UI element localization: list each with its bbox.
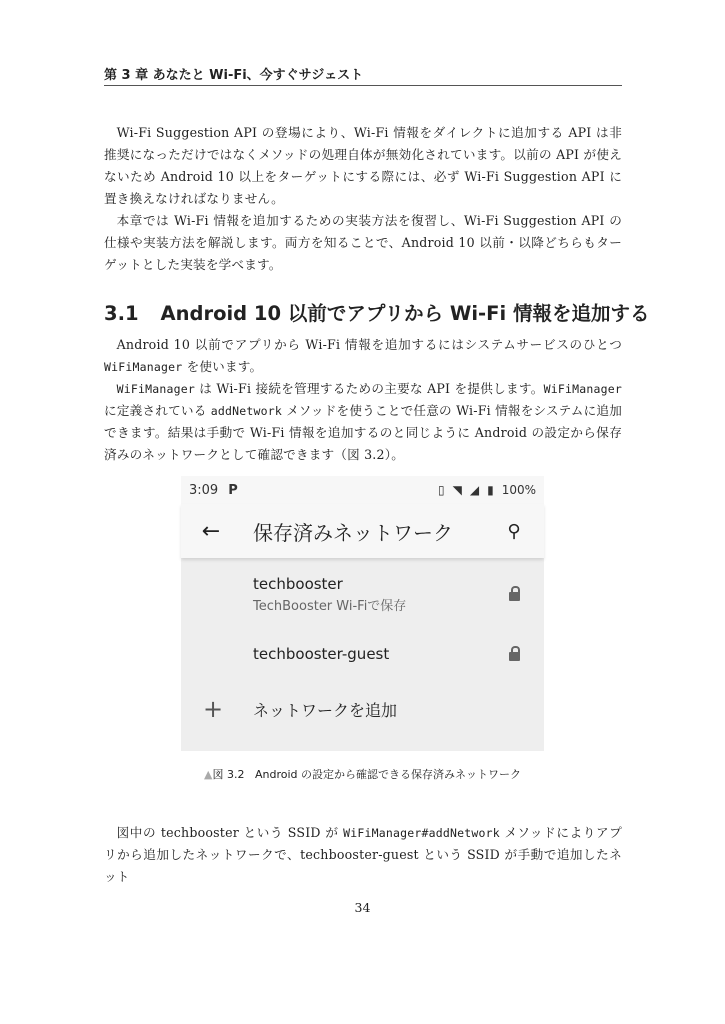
- add-network-button[interactable]: [181, 684, 544, 734]
- network-name: techbooster: [253, 574, 343, 593]
- wifi-icon: ◥: [452, 483, 462, 497]
- back-arrow-icon[interactable]: ←: [201, 518, 221, 544]
- section-title: Android 10 以前でアプリから Wi-Fi 情報を追加する: [160, 302, 650, 325]
- search-icon[interactable]: ⚲: [507, 520, 521, 542]
- paragraph: 本章では Wi-Fi 情報を追加するための実装方法を復習し、Wi-Fi Suggestion API の仕様や実装方法を解説します。両方を知ることで、Android 10 以前・以降どちらもターゲットとした実装を学べます。: [104, 213, 622, 272]
- status-bar: [181, 476, 544, 504]
- battery-level: 100%: [501, 483, 536, 497]
- plus-icon: +: [202, 695, 224, 723]
- time: 3:09: [189, 482, 219, 498]
- caption-label: 図 3.2: [212, 768, 245, 781]
- network-subtitle: TechBooster Wi-Fiで保存: [253, 598, 407, 614]
- caption-marker: ▲: [204, 768, 213, 781]
- app-bar: [181, 504, 544, 558]
- figure-caption: [0, 766, 725, 782]
- section-heading: [104, 298, 649, 326]
- paragraph: WiFiManager は Wi-Fi 接続を管理するための主要な API を提供します。WiFiManager に定義されている addNetwork メソッドを使うことで任意の Wi-Fi 情報をシステムに追加できます。結果は手動で Wi-Fi 情報を追加するのと同じように Android の設定から保存済みのネットワークとして確認できます（図 3.2）。: [104, 381, 622, 462]
- vibrate-icon: ▯: [438, 483, 445, 497]
- figure-screenshot: [181, 476, 544, 751]
- running-header: 第 3 章 あなたと Wi-Fi、今すぐサジェスト: [104, 64, 622, 86]
- network-name: techbooster-guest: [253, 645, 390, 663]
- lock-icon: [509, 652, 520, 661]
- paragraph: 図中の techbooster という SSID が WiFiManager#addNetwork メソッドによりアプリから追加したネットワークで、techbooster-guest という SSID が手動で追加したネット: [104, 825, 622, 884]
- battery-icon: ▮: [487, 483, 494, 497]
- parking-notification-icon: P: [228, 482, 238, 498]
- caption-text: Android の設定から確認できる保存済みネットワーク: [254, 768, 521, 781]
- page-number: 34: [354, 900, 371, 915]
- add-network-label: ネットワークを追加: [253, 700, 398, 720]
- network-item[interactable]: [181, 624, 544, 684]
- screen-title: 保存済みネットワーク: [253, 520, 453, 545]
- paragraph: Android 10 以前でアプリから Wi-Fi 情報を追加するにはシステムサービスのひとつ WiFiManager を使います。: [104, 337, 622, 374]
- network-item[interactable]: [181, 564, 544, 624]
- signal-icon: ◢: [469, 483, 480, 497]
- intro-text: [104, 122, 622, 276]
- section-number: 3.1: [104, 302, 139, 325]
- closing-text: [104, 822, 622, 888]
- section-text: [104, 334, 622, 466]
- paragraph: Wi-Fi Suggestion API の登場により、Wi-Fi 情報をダイレクトに追加する API は非推奨になっただけではなくメソッドの処理自体が無効化されています。以前の API が使えないため Android 10 以上をターゲットにする際には、必ず Wi-Fi Suggestion API に置き換えなければなりません。: [104, 125, 622, 206]
- lock-icon: [509, 592, 520, 601]
